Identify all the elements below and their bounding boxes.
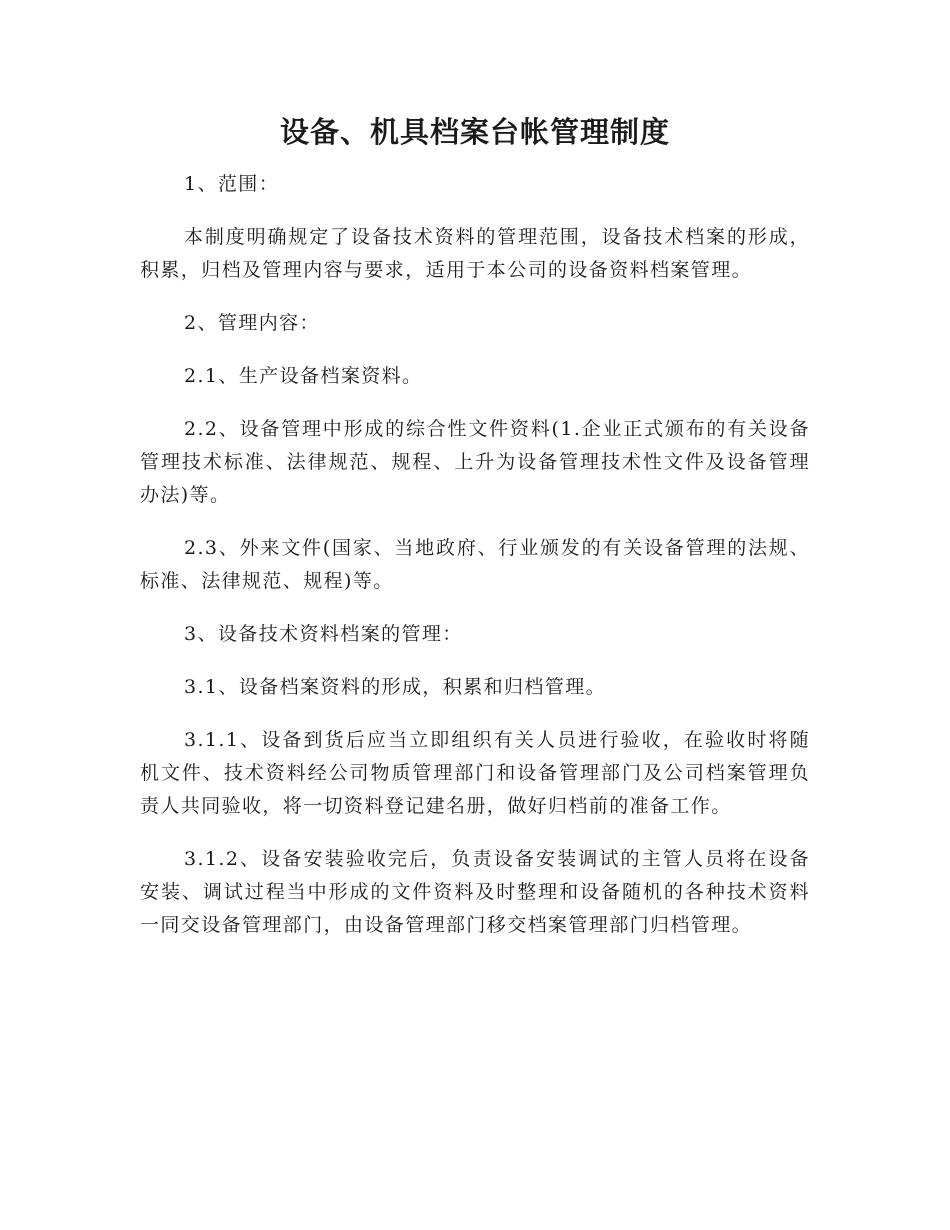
paragraph-3-1: 3.1、设备档案资料的形成，积累和归档管理。 bbox=[184, 676, 607, 698]
paragraph-2-1: 2.1、生产设备档案资料。 bbox=[184, 365, 423, 387]
paragraph-3-1-2: 3.1.2、设备安装验收完后，负责设备安装调试的主管人员将在设备安装、调试过程当中形成的文件资料及时整理和设备随机的各种技术资料一同交设备管理部门，由设备管理部门移交档案管理部门归档管理。 bbox=[140, 848, 810, 936]
paragraph-2-3: 2.3、外来文件(国家、当地政府、行业颁发的有关设备管理的法规、标准、法律规范、规程)等。 bbox=[140, 537, 810, 592]
document-title: 设备、机具档案台帐管理制度 bbox=[279, 115, 670, 149]
paragraph-2-2: 2.2、设备管理中形成的综合性文件资料(1.企业正式颁布的有关设备管理技术标准、法律规范、规程、上升为设备管理技术性文件及设备管理办法)等。 bbox=[140, 418, 810, 506]
paragraph-scope-text: 本制度明确规定了设备技术资料的管理范围，设备技术档案的形成，积累，归档及管理内容与要求，适用于本公司的设备资料档案管理。 bbox=[140, 226, 810, 281]
section-heading-scope: 1、范围： bbox=[184, 173, 280, 195]
section-heading-archive-management: 3、设备技术资料档案的管理： bbox=[184, 623, 463, 645]
document-body bbox=[140, 168, 810, 962]
section-heading-management-content: 2、管理内容： bbox=[184, 312, 320, 334]
paragraph-3-1-1: 3.1.1、设备到货后应当立即组织有关人员进行验收，在验收时将随机文件、技术资料经公司物质管理部门和设备管理部门及公司档案管理负责人共同验收，将一切资料登记建名册，做好归档前的准备工作。 bbox=[140, 729, 810, 817]
